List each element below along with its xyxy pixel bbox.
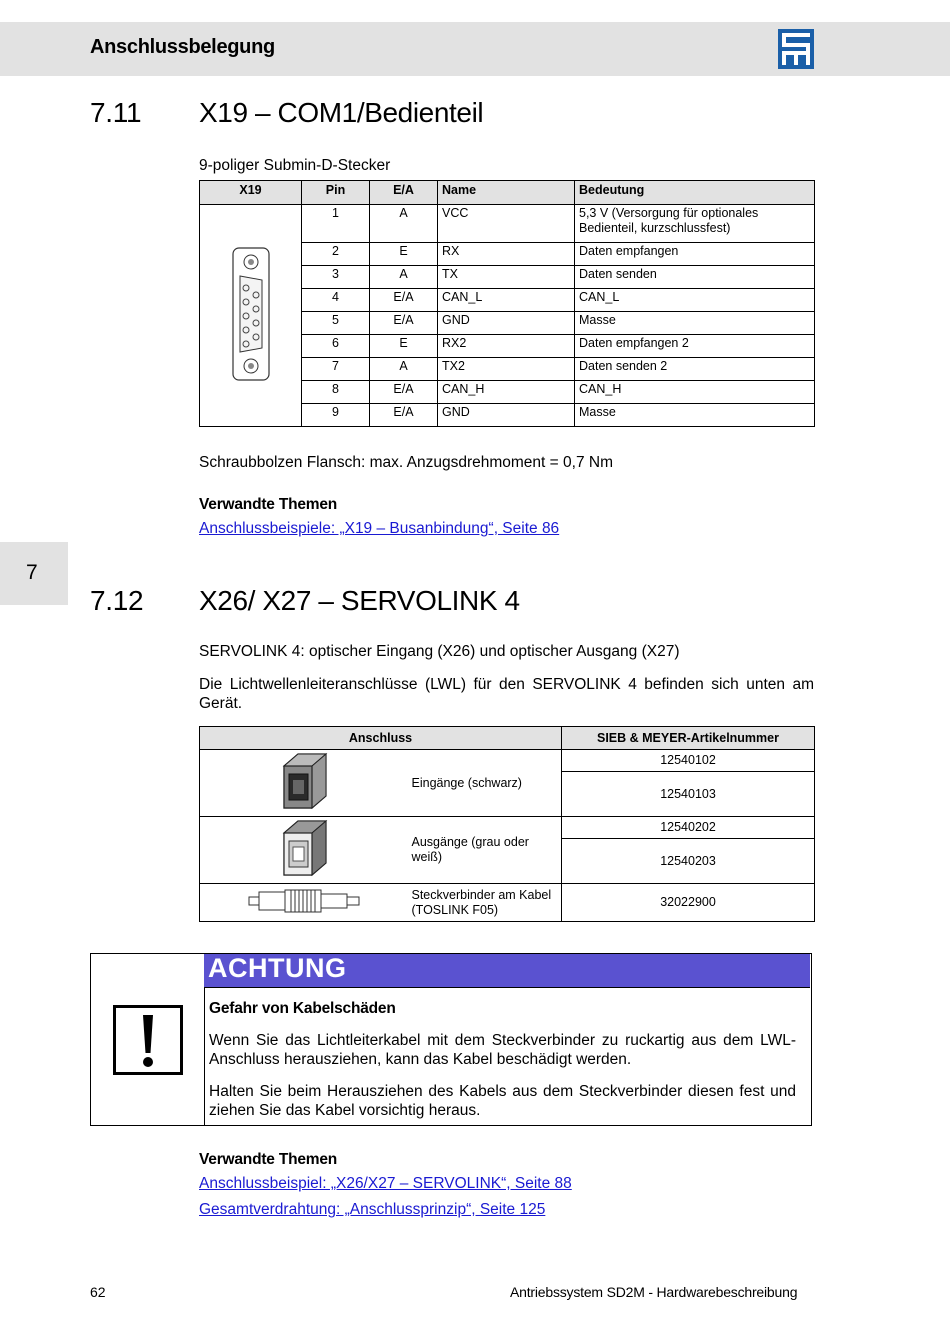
sieb-meyer-logo-icon — [778, 29, 814, 69]
warning-paragraph: Halten Sie beim Herausziehen des Kabels aus dem Steckverbinder diesen fest und ziehen Sie das Kabel vorsichtig heraus. — [209, 1083, 796, 1119]
ea-cell: A — [370, 205, 438, 243]
ea-cell: E/A — [370, 381, 438, 404]
pin-cell: 1 — [302, 205, 370, 243]
section-paragraph: Die Lichtwellenleiteranschlüsse (LWL) für den SERVOLINK 4 befinden sich unten am Gerät. — [199, 676, 814, 712]
table-header-row — [200, 727, 815, 750]
optical-port-black-icon — [280, 752, 330, 810]
optical-connector-table — [199, 726, 815, 922]
exclamation-icon — [113, 1005, 183, 1075]
name-cell: CAN_H — [438, 381, 575, 404]
related-topics-heading: Verwandte Themen — [199, 1151, 338, 1168]
pin-cell: 7 — [302, 358, 370, 381]
meaning-cell: Daten senden 2 — [575, 358, 815, 381]
related-link[interactable]: Anschlussbeispiele: „X19 – Busanbindung“, Seite 86 — [199, 520, 560, 537]
related-link[interactable]: Gesamtverdrahtung: „Anschlussprinzip“, Seite 125 — [199, 1201, 546, 1218]
connector-image-cell — [200, 884, 410, 922]
article-number: 12540103 — [562, 772, 815, 817]
warning-title: Gefahr von Kabelschäden — [209, 1000, 396, 1017]
document-title: Antriebssystem SD2M - Hardwarebeschreibung — [510, 1284, 798, 1300]
table-row — [200, 817, 815, 839]
table-row — [200, 205, 815, 243]
related-link[interactable]: Anschlussbeispiel: „X26/X27 – SERVOLINK“, Seite 88 — [199, 1175, 572, 1192]
name-cell: GND — [438, 312, 575, 335]
related-topics-heading: Verwandte Themen — [199, 496, 338, 513]
pin-cell: 6 — [302, 335, 370, 358]
name-cell: RX2 — [438, 335, 575, 358]
meaning-cell: CAN_H — [575, 381, 815, 404]
col-header: X19 — [200, 181, 302, 205]
meaning-cell: 5,3 V (Versorgung für optionales Bedienteil, kurzschlussfest) — [575, 205, 815, 243]
sub-d-9-connector-icon — [221, 244, 281, 384]
meaning-cell: Masse — [575, 404, 815, 427]
table-row — [200, 884, 815, 922]
ea-cell: E/A — [370, 404, 438, 427]
pin-assignment-table — [199, 180, 815, 427]
col-header: SIEB & MEYER-Artikelnummer — [562, 727, 815, 750]
ea-cell: E/A — [370, 289, 438, 312]
meaning-cell: Daten senden — [575, 266, 815, 289]
col-header: Name — [438, 181, 575, 205]
article-number: 12540203 — [562, 839, 815, 884]
section-paragraph: SERVOLINK 4: optischer Eingang (X26) und optischer Ausgang (X27) — [199, 643, 680, 660]
name-cell: CAN_L — [438, 289, 575, 312]
connector-label-cell: Ausgänge (grau oder weiß) — [410, 817, 562, 884]
section-number: 7.11 — [90, 97, 142, 128]
table-row — [200, 750, 815, 772]
connector-image-cell — [200, 205, 302, 427]
section-title: X19 – COM1/Bedienteil — [199, 97, 484, 128]
name-cell: TX — [438, 266, 575, 289]
meaning-cell: CAN_L — [575, 289, 815, 312]
name-cell: RX — [438, 243, 575, 266]
connector-label-cell: Eingänge (schwarz) — [410, 750, 562, 817]
pin-cell: 3 — [302, 266, 370, 289]
warning-paragraph: Wenn Sie das Lichtleiterkabel mit dem Steckverbinder zu ruckartig aus dem LWL-Anschluss herausziehen, kann das Kabel beschädigt werden. — [209, 1032, 796, 1068]
ea-cell: A — [370, 358, 438, 381]
pin-cell: 9 — [302, 404, 370, 427]
pin-cell: 2 — [302, 243, 370, 266]
chapter-tab-label: 7 — [26, 561, 38, 584]
pin-cell: 5 — [302, 312, 370, 335]
article-number: 32022900 — [562, 884, 815, 922]
warning-label: ACHTUNG — [208, 953, 347, 983]
name-cell: VCC — [438, 205, 575, 243]
section-subtitle: 9-poliger Submin-D-Stecker — [199, 157, 391, 174]
name-cell: GND — [438, 404, 575, 427]
ea-cell: E — [370, 243, 438, 266]
meaning-cell: Daten empfangen — [575, 243, 815, 266]
article-number: 12540102 — [562, 750, 815, 772]
name-cell: TX2 — [438, 358, 575, 381]
optical-port-grey-icon — [280, 819, 330, 877]
meaning-cell: Daten empfangen 2 — [575, 335, 815, 358]
toslink-cable-plug-icon — [247, 888, 363, 914]
connector-label-cell: Steckverbinder am Kabel (TOSLINK F05) — [410, 884, 562, 922]
section-title: X26/ X27 – SERVOLINK 4 — [199, 585, 520, 616]
table-header-row — [200, 181, 815, 205]
page-number: 62 — [90, 1284, 106, 1300]
pin-cell: 4 — [302, 289, 370, 312]
ea-cell: E — [370, 335, 438, 358]
col-header: Bedeutung — [575, 181, 815, 205]
col-header: Anschluss — [200, 727, 562, 750]
header-title: Anschlussbelegung — [90, 36, 275, 58]
meaning-cell: Masse — [575, 312, 815, 335]
section-number: 7.12 — [90, 585, 144, 616]
connector-image-cell — [200, 817, 410, 884]
connector-image-cell — [200, 750, 410, 817]
ea-cell: E/A — [370, 312, 438, 335]
col-header: E/A — [370, 181, 438, 205]
torque-note: Schraubbolzen Flansch: max. Anzugsdrehmoment = 0,7 Nm — [199, 454, 613, 471]
pin-cell: 8 — [302, 381, 370, 404]
col-header: Pin — [302, 181, 370, 205]
article-number: 12540202 — [562, 817, 815, 839]
ea-cell: A — [370, 266, 438, 289]
